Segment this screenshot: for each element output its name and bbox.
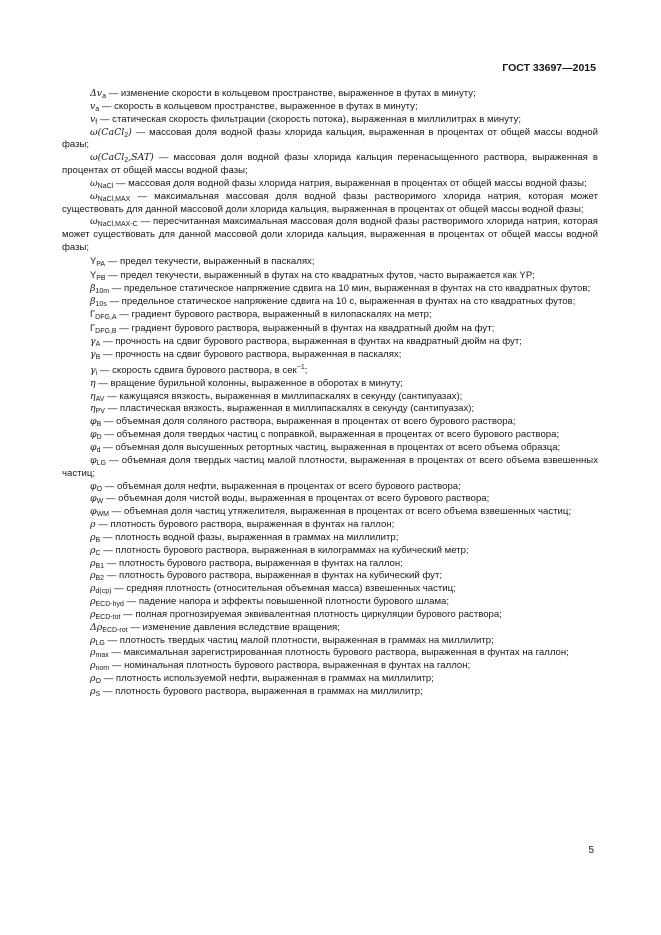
definition-symbol: $\varphi_W$ xyxy=(90,493,104,506)
definition-symbol: $\gamma_B$ xyxy=(90,348,101,361)
definition-item xyxy=(62,442,598,455)
definition-text: — скорость сдвига бурового раствора, в сек xyxy=(99,364,297,376)
definition-symbol: $\rho_{B2}$ xyxy=(90,570,105,583)
page-number: 5 xyxy=(588,845,594,856)
definition-item xyxy=(62,283,598,296)
definition-text: — плотность бурового раствора, выраженная в фунтах на галлон; xyxy=(106,557,403,569)
definition-item xyxy=(62,349,598,362)
definition-symbol: $\Delta v_a$ xyxy=(90,88,106,100)
definition-item xyxy=(62,336,598,349)
definition-symbol: $\rho_{nom}$ xyxy=(90,660,110,673)
definition-text: — предельное статическое напряжение сдвига на 10 мин, выраженная в фунтах на сто квадратных футов; xyxy=(111,282,591,294)
definition-item xyxy=(62,583,598,596)
definition-symbol: η xyxy=(90,377,96,389)
definition-text: — плотность водной фазы, выраженная в граммах на миллилитр; xyxy=(102,531,399,543)
definition-item xyxy=(62,101,598,114)
definition-symbol: $\gamma_A$ xyxy=(90,336,101,349)
definition-text: — плотность бурового раствора, выраженная в фунтах на кубический фут; xyxy=(106,570,443,582)
definition-symbol: $\eta_{PV}$ xyxy=(90,403,105,416)
definition-item xyxy=(62,545,598,558)
definition-text: — плотность используемой нефти, выраженная в граммах на миллилитр; xyxy=(103,673,434,685)
definition-item xyxy=(62,178,598,191)
definition-item xyxy=(62,558,598,571)
definition-symbol: $\Gamma_{DFG,B}$ xyxy=(90,322,117,336)
definition-text: — статическая скорость фильтрации (скорость потока), выраженная в миллилитрах в минуту; xyxy=(99,113,521,125)
definition-item xyxy=(62,609,598,622)
definition-symbol: $\varphi_O$ xyxy=(90,480,103,493)
definition-text: — объемная доля соляного раствора, выраженная в процентах от всего бурового раствора; xyxy=(103,416,516,428)
definition-text: — плотность твердых частиц малой плотности, выраженная в граммах на миллилитр; xyxy=(107,634,494,646)
definition-symbol: $v_a$ xyxy=(90,100,100,113)
definition-symbol: $\varphi_B$ xyxy=(90,416,102,429)
definition-symbol: $\rho_{ECD-tot}$ xyxy=(90,608,121,621)
definition-text: — падение напора и эффекты повышенной плотности бурового шлама; xyxy=(126,596,450,608)
definition-symbol: ω(CaCl$_2$,SAT) xyxy=(90,152,154,165)
definition-item xyxy=(62,660,598,673)
definition-symbol: $\rho_B$ xyxy=(90,531,101,544)
definition-symbol: $Y_{PB}$ xyxy=(90,268,106,282)
definition-item xyxy=(62,596,598,609)
definition-text: — объемная доля нефти, выраженная в процентах от всего бурового раствора; xyxy=(104,480,461,492)
definition-symbol: $\varphi_d$ xyxy=(90,441,101,454)
standard-header: ГОСТ 33697—2015 xyxy=(502,62,596,74)
definition-text: — полная прогнозируемая эквивалентная плотность циркуляции бурового раствора; xyxy=(123,608,502,620)
definition-symbol: $\varphi_D$ xyxy=(90,429,102,442)
definition-symbol: $v_f$ xyxy=(90,113,98,126)
definition-text: — кажущаяся вязкость, выраженная в миллипаскалях в секунду (сантипуазах); xyxy=(107,390,463,402)
definition-symbol: $\rho_O$ xyxy=(90,673,101,686)
definition-text: — средняя плотность (относительная объемная масса) взвешенных частиц; xyxy=(114,583,456,595)
definition-item xyxy=(62,308,598,322)
definition-text: — плотность бурового раствора, выраженная в килограммах на кубический метр; xyxy=(103,544,469,556)
definition-symbol: ω(CaCl$_2$) xyxy=(90,126,132,139)
definition-item xyxy=(62,216,598,255)
definition-text: — скорость в кольцевом пространстве, выраженное в футах в минуту; xyxy=(101,100,418,112)
definition-item xyxy=(62,322,598,336)
definition-symbol: $\beta_{10s}$ xyxy=(90,295,107,308)
definition-item xyxy=(62,191,598,217)
definition-item xyxy=(62,686,598,699)
definition-symbol: $\rho_S$ xyxy=(90,686,101,698)
definition-text: — изменение давления вследствие вращения; xyxy=(130,621,340,633)
definition-symbol: $\omega_{NaCl}$ xyxy=(90,177,114,190)
definition-item xyxy=(62,493,598,506)
definition-item xyxy=(62,391,598,404)
definition-symbol: $\rho_C$ xyxy=(90,544,101,557)
definition-item xyxy=(62,127,598,153)
definition-symbol: $\Delta\rho_{ECD-rot}$ xyxy=(90,621,128,634)
definition-text: — объемная доля высушенных ретортных частиц, выраженная в процентах от всего объема образца; xyxy=(103,441,561,453)
definition-item xyxy=(62,269,598,283)
definition-text: — предел текучести, выраженный в футах на сто квадратных футов, часто выражается как YP; xyxy=(108,269,535,281)
definition-item xyxy=(62,622,598,635)
definition-text: — прочность на сдвиг бурового раствора, выраженная в фунтах на квадратный дюйм на фут; xyxy=(102,336,522,348)
definition-item xyxy=(62,88,598,101)
definition-item xyxy=(62,481,598,494)
definition-text: — градиент бурового раствора, выраженный в фунтах на квадратный дюйм на фут; xyxy=(119,323,495,335)
definition-text: — пересчитанная максимальная массовая доля водной фазы растворимого хлорида натрия, которая может существовать для данной массовой доли хлорида кальция, выраженная в процентах от общей массы водной фазы; xyxy=(62,216,598,254)
definition-symbol: $\rho_{ECD-hyd}$ xyxy=(90,596,124,609)
definition-symbol: ρ xyxy=(90,519,96,531)
definition-item xyxy=(62,296,598,309)
definition-text: — прочность на сдвиг бурового раствора, выраженная в паскалях; xyxy=(102,348,402,360)
definition-symbol: $\eta_{AV}$ xyxy=(90,390,105,403)
definition-text: — массовая доля водной фазы хлорида кальция, выраженная в процентах от общей массы водной фазы; xyxy=(62,126,598,151)
definition-item xyxy=(62,416,598,429)
definition-text: — объемная доля твердых частиц с поправкой, выраженная в процентах от всего бурового раствора; xyxy=(104,429,560,441)
definition-symbol: $\rho_{LG}$ xyxy=(90,634,105,647)
definition-item xyxy=(62,403,598,416)
definition-item xyxy=(62,647,598,660)
definition-item xyxy=(62,635,598,648)
definition-symbol: $\beta_{10m}$ xyxy=(90,282,110,295)
definition-text: — вращение бурильной колонны, выраженное в оборотах в минуту; xyxy=(98,377,403,389)
definition-text: — объемная доля частиц утяжелителя, выраженная в процентах от всего объема взвешенных частиц; xyxy=(111,506,572,518)
definition-symbol: $\varphi_{WM}$ xyxy=(90,506,110,519)
definition-text: — предел текучести, выраженный в паскалях; xyxy=(107,255,315,267)
definition-item xyxy=(62,114,598,127)
definition-item xyxy=(62,455,598,481)
definition-text: — максимальная зарегистрированная плотность бурового раствора, выраженная в фунтах на галлон; xyxy=(111,647,569,659)
definition-item xyxy=(62,570,598,583)
definition-text: — градиент бурового раствора, выраженный в килопаскалях на метр; xyxy=(119,309,432,321)
definition-text: — массовая доля водной фазы хлорида кальция перенасыщенного раствора, выраженная в процентах от общей массы водной фазы; xyxy=(62,152,598,177)
definition-text: — объемная доля чистой воды, выраженная в процентах от всего бурового раствора; xyxy=(105,493,490,505)
definition-text: — изменение скорости в кольцевом пространстве, выраженное в футах в минуту; xyxy=(108,88,476,99)
definition-item: $\gamma_i$ — скорость сдвига бурового раствора, в сек$^{-1}$; xyxy=(90,363,308,377)
definition-item xyxy=(62,152,598,178)
definition-symbol: $\rho_{d(cp)}$ xyxy=(90,583,112,596)
definition-symbol: $\rho_{B1}$ xyxy=(90,557,105,570)
definition-text: — объемная доля твердых частиц малой плотности, выраженная в процентах от всего объема взвешенных частиц; xyxy=(62,454,598,479)
definition-symbol: $\gamma_i$ xyxy=(90,364,98,377)
definition-text: — номинальная плотность бурового раствора, выраженная в фунтах на галлон; xyxy=(111,660,471,672)
definition-item xyxy=(62,673,598,686)
definition-item xyxy=(62,519,598,532)
definition-symbol: $\varphi_{LG}$ xyxy=(90,454,106,467)
definition-item xyxy=(62,378,598,391)
definition-item xyxy=(62,506,598,519)
definition-symbol: $\omega_{NaCl,MAX-C}$ xyxy=(90,216,138,229)
definition-item xyxy=(62,532,598,545)
definition-symbol: $\omega_{NaCl,MAX}$ xyxy=(90,190,131,203)
definition-text: — пластическая вязкость, выраженная в миллипаскалях в секунду (сантипуазах); xyxy=(107,403,475,415)
definition-item xyxy=(62,255,598,269)
definition-text: — плотность бурового раствора, выраженная в граммах на миллилитр; xyxy=(102,686,423,697)
definition-symbol: $\rho_{max}$ xyxy=(90,647,109,660)
definition-text: — предельное статическое напряжение сдвига на 10 с, выраженная в фунтах на сто квадратных футов; xyxy=(109,295,576,307)
symbol-definitions-list xyxy=(62,88,598,699)
definition-symbol: $Y_{PA}$ xyxy=(90,254,106,268)
definition-text: — массовая доля водной фазы хлорида натрия, выраженная в процентах от общей массы водной фазы; xyxy=(115,177,587,189)
definition-text: — максимальная массовая доля водной фазы растворимого хлорида натрия, которая может существовать для данной массовой доли хлорида кальция, выраженная в процентах от общей массы водной фазы; xyxy=(62,190,598,215)
definition-text: — плотность бурового раствора, выраженная в фунтах на галлон; xyxy=(98,519,395,531)
definition-item xyxy=(62,429,598,442)
definition-symbol: $\Gamma_{DFG,A}$ xyxy=(90,308,117,322)
